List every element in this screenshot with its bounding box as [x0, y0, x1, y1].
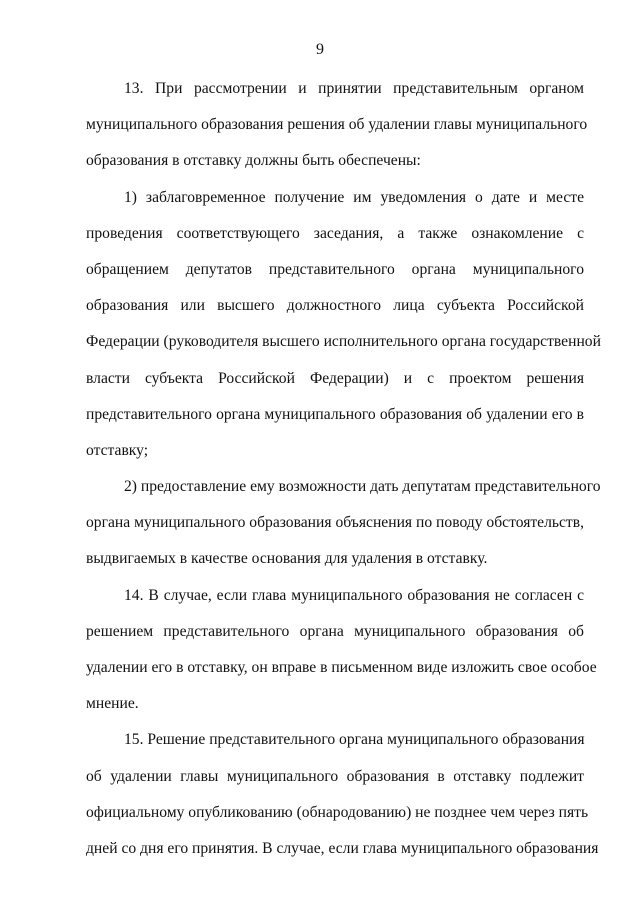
text-line: образования или высшего должностного лица субъекта Российской	[86, 297, 584, 315]
text-line: решением представительного органа муниципального образования об	[86, 622, 584, 640]
text-line: муниципального образования решения об удалении главы муниципального	[86, 116, 588, 134]
text-line: 1) заблаговременное получение им уведомления о дате и месте	[124, 188, 584, 206]
text-line: 2) предоставление ему возможности дать депутатам представительного	[124, 478, 601, 496]
text-line: официальному опубликованию (обнародованию) не позднее чем через пять	[86, 803, 589, 821]
text-line: органа муниципального образования объяснения по поводу обстоятельств,	[86, 514, 584, 532]
text-line: дней со дня его принятия. В случае, если глава муниципального образования	[86, 839, 599, 857]
text-line: выдвигаемых в качестве основания для удаления в отставку.	[86, 550, 488, 568]
text-line: 14. В случае, если глава муниципального образования не согласен с	[124, 586, 584, 604]
text-line: обращением депутатов представительного органа муниципального	[86, 260, 584, 278]
document-body	[86, 71, 601, 867]
text-line: власти субъекта Российской Федерации) и с проектом решения	[86, 369, 584, 387]
text-line: отставку;	[86, 441, 149, 459]
text-line: представительного органа муниципального образования об удалении его в	[86, 405, 584, 423]
text-line: удалении его в отставку, он вправе в письменном виде изложить свое особое	[86, 659, 597, 676]
page-number: 9	[316, 41, 324, 58]
text-line: Федерации (руководителя высшего исполнительного органа государственной	[86, 333, 601, 351]
text-line: мнение.	[86, 695, 139, 713]
text-line: образования в отставку должны быть обеспечены:	[86, 152, 421, 170]
text-line: проведения соответствующего заседания, а также ознакомление с	[86, 224, 584, 242]
text-line: 13. При рассмотрении и принятии представительным органом	[124, 80, 584, 97]
text-line: 15. Решение представительного органа муниципального образования	[124, 731, 585, 749]
text-line: об удалении главы муниципального образования в отставку подлежит	[86, 767, 584, 785]
